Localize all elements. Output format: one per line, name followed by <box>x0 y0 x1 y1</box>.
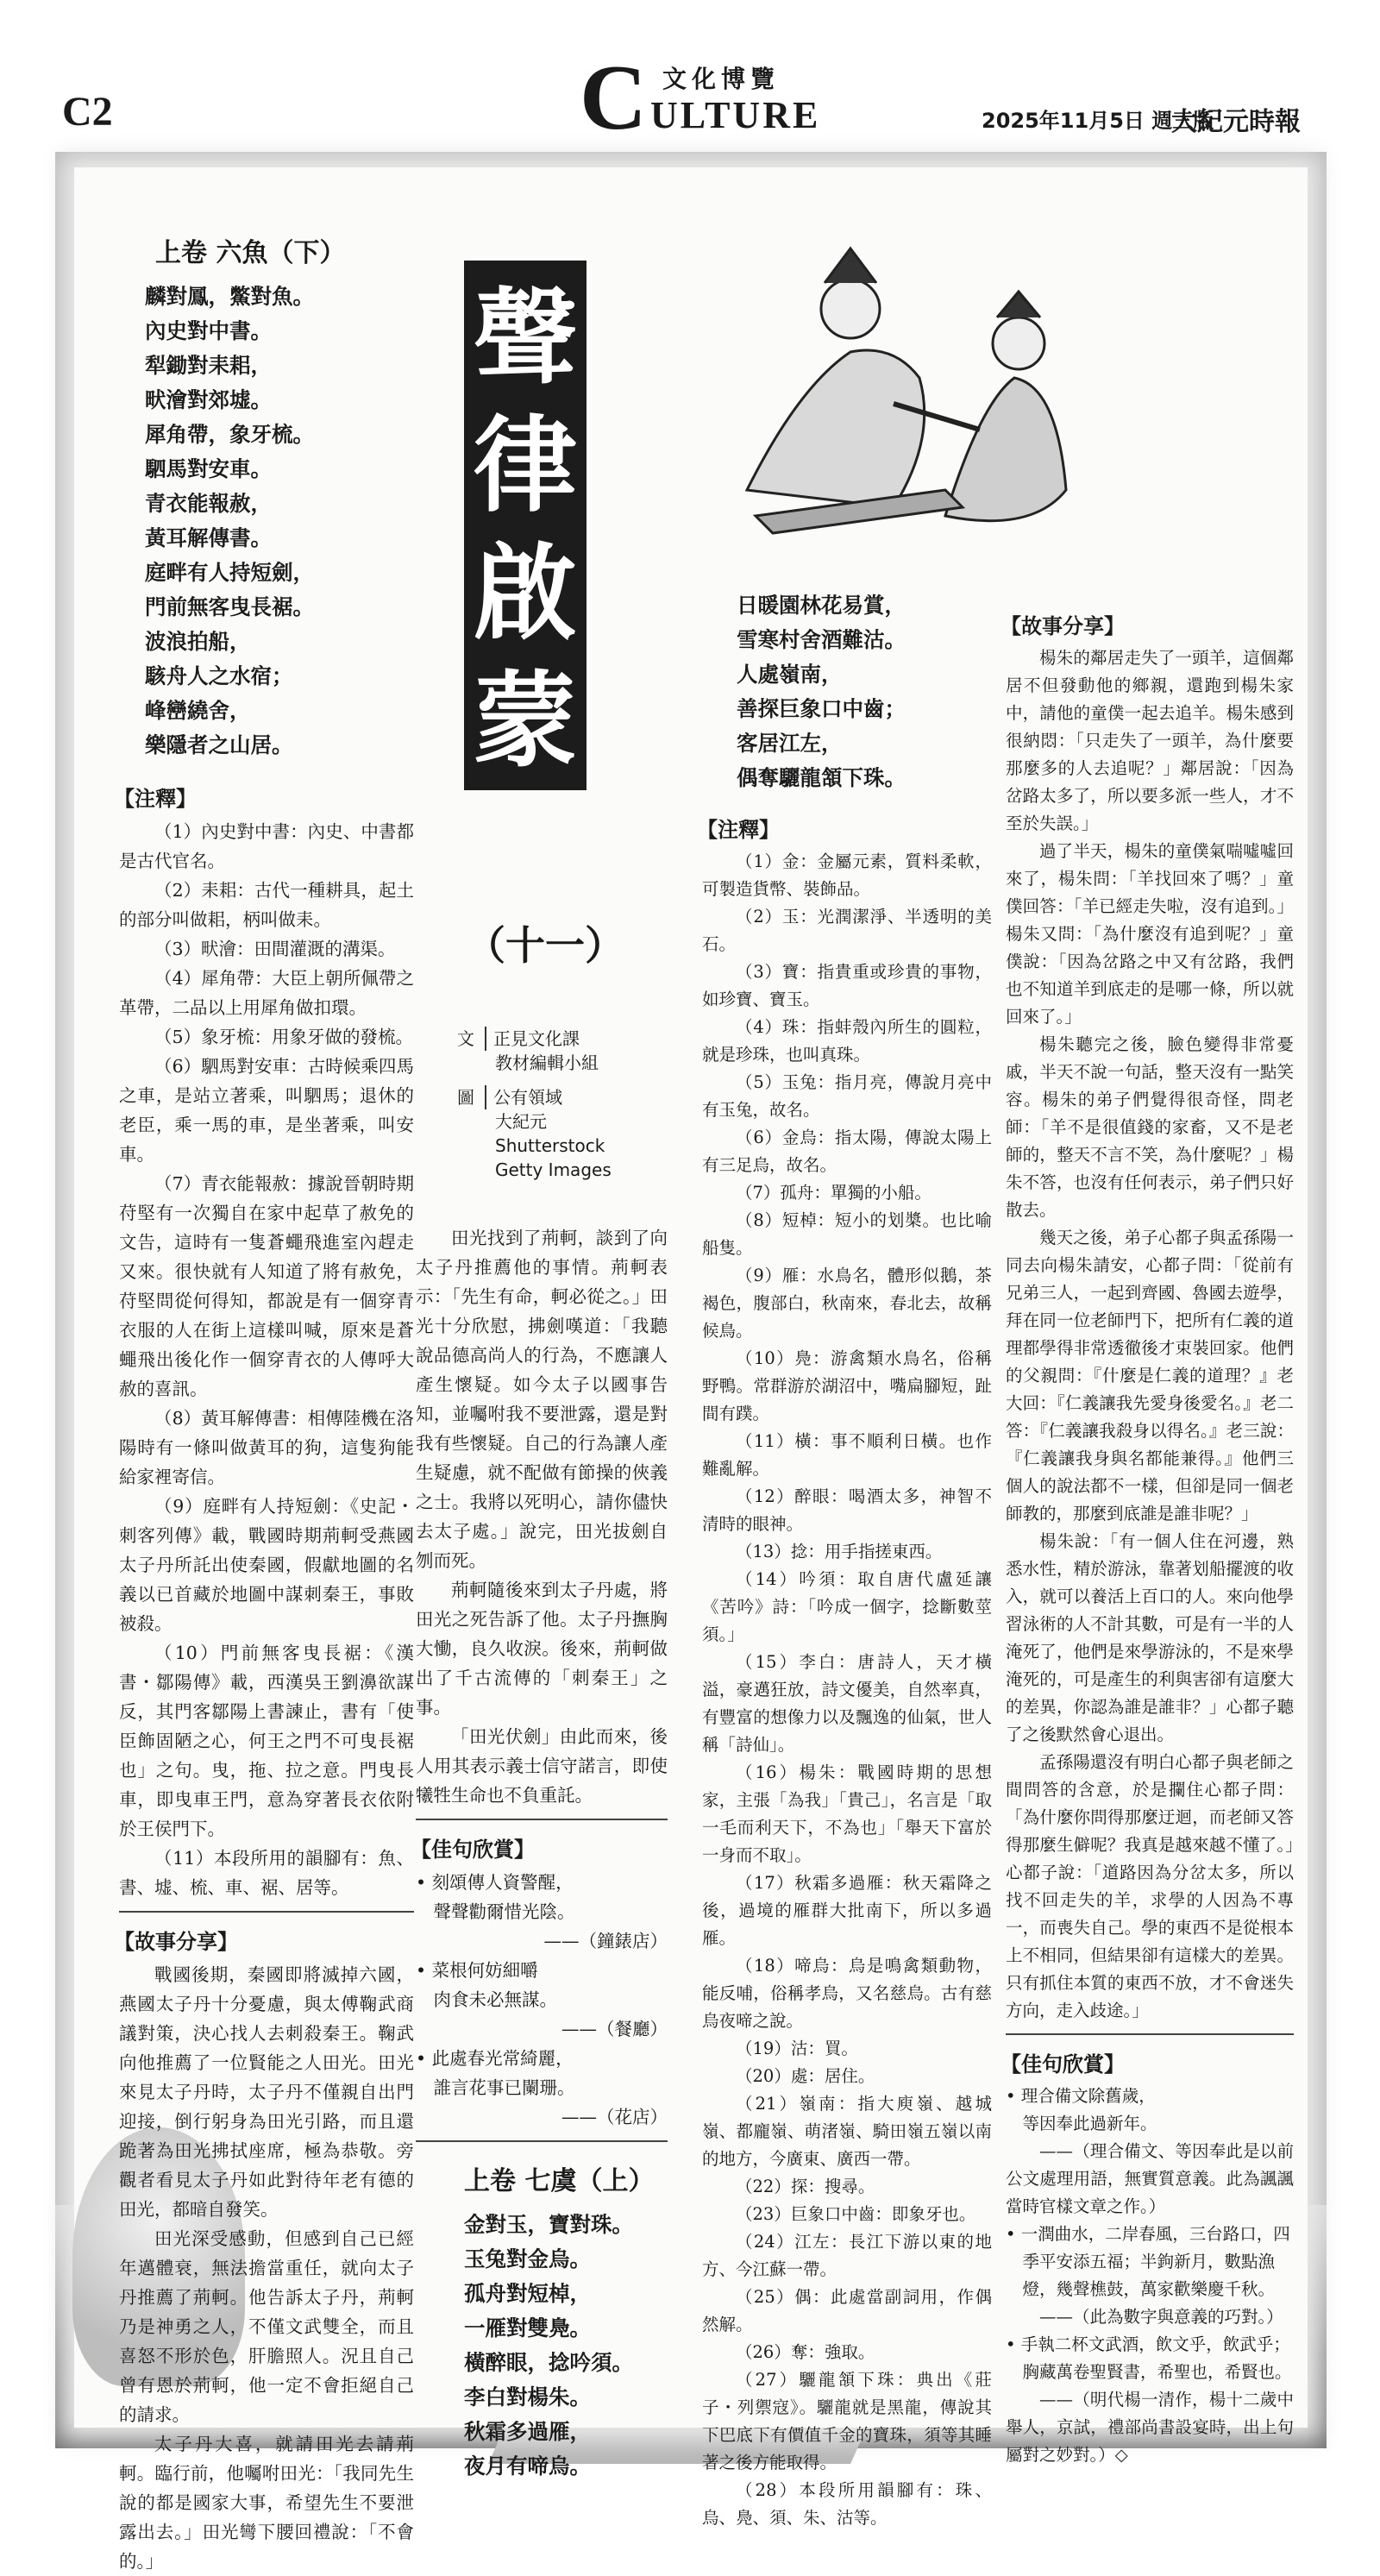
quote-line: 聲聲勸爾惜光陰。 <box>433 1901 575 1922</box>
poem-line: 李白對楊朱。 <box>464 2384 591 2410</box>
seven-quote-heading: 【佳句欣賞】 <box>1000 2052 1125 2077</box>
note-item: （13）捻：用手指搓東西。 <box>736 1542 943 1561</box>
six-story-heading: 【故事分享】 <box>114 1930 238 1954</box>
poem-line: 犀角帶，象牙梳。 <box>145 422 314 447</box>
poem-line: 橫醉眼，捻吟須。 <box>464 2350 633 2375</box>
note-item: （24）江左：長江下游以東的地方、今江蘇一帶。 <box>702 2232 992 2279</box>
credit-image-line: 大紀元 <box>495 1111 547 1132</box>
note-item: （1）金：金屬元素，質料柔軟，可製造貨幣、裝飾品。 <box>702 851 992 899</box>
quote-cite: ——（鐘錶店） <box>543 1931 668 1951</box>
poem-line: 客居江左， <box>737 731 843 756</box>
story-paragraph: 孟孫陽還沒有明白心都子與老師之間問答的含意，於是攔住心都子問：「為什麼你問得那麼迂迴，而老師又答得那麼生僻呢？我真是越來越不懂了。」心都子說：「道路因為分岔太多，所以找不回走失的羊，求學的人因為不專一，而喪失自己。學的東西不是從根本上不相同，但結果卻有這樣大的差異。只有抓住本質的東西不放，才不會迷失方向，走入歧途。」 <box>1006 1752 1294 2020</box>
story-paragraph: 「田光伏劍」由此而來，後人用其表示義士信守諾言，即使犧牲生命也不負重託。 <box>416 1726 668 1806</box>
six-heading: 上卷 六魚（下） <box>155 238 346 268</box>
quote-item: • 一潤曲水，二岸春風，三台路口，四季平安添五福；半鉤新月，數點漁燈，幾聲樵鼓，萬家歡樂慶千秋。 <box>1006 2224 1290 2299</box>
note-item: （10）鳧：游禽類水鳥名，俗稱野鴨。常群游於湖沼中，嘴扁腳短，趾間有蹼。 <box>702 1348 992 1423</box>
story-paragraph: 楊朱聽完之後，臉色變得非常憂戚，半天不說一句話，整天沒有一點笑容。楊朱的弟子們覺得很奇怪，問老師：「羊不是很值錢的家畜，又不是老師的，整天不言不笑，為什麼呢？」楊朱不答，也沒有任何表示，弟子們只好散去。 <box>1006 1034 1294 1220</box>
note-item: （12）醉眼：喝酒太多，神智不清時的眼神。 <box>702 1486 992 1534</box>
note-item: （7）青衣能報赦：據說晉朝時期苻堅有一次獨自在家中起草了赦免的文告，這時有一隻蒼蠅飛進室內趕走又來。很快就有人知道了將有赦免，苻堅問從何得知，都說是有一個穿青衣服的人在街上這樣叫喊，原來是蒼蠅飛出後化作一個穿青衣的人傳呼大赦的喜訊。 <box>119 1173 414 1399</box>
section-name-cn: 文化博覽 <box>662 65 781 93</box>
six-notes-heading: 【注釋】 <box>114 787 197 811</box>
column-2 <box>411 1223 668 2484</box>
six-quote-heading: 【佳句欣賞】 <box>411 1838 535 1862</box>
note-item: （14）吟須：取自唐代盧延讓《苦吟》詩：「吟成一個字，捻斷數莖須。」 <box>702 1569 992 1644</box>
poem-line: 金對玉，寶對珠。 <box>464 2212 633 2237</box>
note-item: （11）本段所用的韻腳有：魚、書、墟、梳、車、裾、居等。 <box>119 1848 414 1898</box>
seven-heading: 上卷 七虞（上） <box>464 2166 655 2196</box>
poem-line: 雪寒村舍酒難沽。 <box>737 627 906 652</box>
credit-image-label: 圖 <box>457 1085 486 1109</box>
poem-line: 善探巨象口中齒； <box>737 696 906 721</box>
story-paragraph: 幾天之後，弟子心都子與孟孫陽一同去向楊朱請安，心都子問：「從前有兄弟三人，一起到齊國、魯國去遊學，拜在同一位老師門下，把所有仁義的道理都學得非常透徹後才束裝回家。他們的父親問：『什麼是仁義的道理？』老大回：『仁義讓我先愛身後愛名。』老二答：『仁義讓我殺身以得名。』老三說：『仁義讓我身與名都能兼得。』他們三個人的說法都不一樣，但卻是同一個老師教的，那麼到底誰是誰非呢？」 <box>1006 1228 1294 1524</box>
note-item: （25）偶：此處當副詞用，作偶然解。 <box>702 2287 992 2334</box>
note-item: （22）探：搜尋。 <box>736 2177 875 2196</box>
credit-image-line: Getty Images <box>495 1159 612 1180</box>
note-item: （9）庭畔有人持短劍：《史記・刺客列傳》載，戰國時期荊軻受燕國太子丹所託出使秦國，假獻地圖的名義以已首藏於地圖中謀刺秦王，事敗被殺。 <box>119 1496 414 1634</box>
story-paragraph: 田光找到了荊軻，談到了向太子丹推薦他的事情。荊軻表示：「先生有命，軻必從之。」田光十分欣慰，拂劍嘆道：「我聽說品德高尚人的行為，不應讓人產生懷疑。如今太子以國事告知，並囑咐我不要泄露，還是對我有些懷疑。自己的行為讓人產生疑慮，就不配做有節操的俠義之士。我將以死明心，請你儘快去太子處。」說完，田光拔劍自刎而死。 <box>416 1228 668 1571</box>
note-item: （17）秋霜多過雁：秋天霜降之後，過境的雁群大批南下，所以多過雁。 <box>702 1873 992 1948</box>
article-title: 聲律啟蒙 <box>464 261 586 790</box>
credit-text-line: 教材編輯小組 <box>495 1052 599 1073</box>
note-item: （16）楊朱：戰國時期的思想家，主張「為我」「貴己」，名言是「取一毛而利天下，不為也」「舉天下富於一身而不取」。 <box>702 1762 992 1865</box>
article-credits <box>457 1027 612 1182</box>
note-item: （18）啼烏：烏是鳴禽類動物，能反哺，俗稱孝烏，又名慈烏。古有慈烏夜啼之說。 <box>702 1956 992 2031</box>
quote-line: 肉食未必無謀。 <box>433 1989 557 2010</box>
credit-image-line: Shutterstock <box>495 1135 605 1156</box>
note-item: （2）耒耜：古代一種耕具，起土的部分叫做耜，柄叫做耒。 <box>119 880 414 930</box>
note-item: （15）李白：唐詩人，天才橫溢，豪邁狂放，詩文優美，自然率真，有豐富的想像力以及飄逸的仙氣，世人稱「詩仙」。 <box>702 1652 992 1755</box>
story-paragraph: 楊朱說：「有一個人住在河邊，熟悉水性，精於游泳，靠著划船擺渡的收入，就可以養活上百口的人。來向他學習泳術的人不計其數，可是有一半的人淹死了，他們是來學游泳的，不是來學淹死的，可是產生的利與害卻有這麼大的差異，你認為誰是誰非？」心都子聽了之後默然會心退出。 <box>1006 1531 1294 1744</box>
poem-line: 麟對鳳，鱉對魚。 <box>145 284 314 309</box>
poem-line: 內史對中書。 <box>145 318 272 343</box>
credit-text-line: 正見文化課 <box>493 1028 580 1049</box>
article-part-number: （十一） <box>466 922 624 969</box>
poem-line: 犁鋤對耒耜， <box>145 353 272 378</box>
note-item: （19）沽：買。 <box>736 2039 858 2058</box>
page-header <box>0 0 1380 149</box>
poem-line: 樂隱者之山居。 <box>145 732 293 757</box>
quote-cite: ——（此為數字與意義的巧對。） <box>1039 2307 1283 2327</box>
issue-date: 2025年11月5日 週三版 <box>982 109 1214 133</box>
poem-line: 日暖園林花易賞， <box>737 593 906 618</box>
note-item: （4）犀角帶：大臣上朝所佩帶之革帶，二品以上用犀角做扣環。 <box>119 968 414 1018</box>
quote-item: • 理合備文除舊歲， <box>1006 2086 1156 2106</box>
note-item: （6）金烏：指太陽，傳說太陽上有三足烏，故名。 <box>702 1128 992 1175</box>
poem-line: 庭畔有人持短劍， <box>145 560 314 585</box>
note-item: （5）玉兔：指月亮，傳說月亮中有玉兔，故名。 <box>702 1072 992 1120</box>
note-item: （6）駟馬對安車：古時候乘四馬之車，是站立著乘，叫駟馬；退休的老臣，乘一馬的車，是坐著乘，叫安車。 <box>119 1056 414 1165</box>
poem-line: 駭舟人之水宿； <box>145 663 293 688</box>
story-paragraph: 過了半天，楊朱的童僕氣喘噓噓回來了，楊朱問：「羊找回來了嗎？」童僕回答：「羊已經走失啦，沒有追到。」楊朱又問：「為什麼沒有追到呢？」童僕說：「因為岔路之中又有岔路，我們也不知道羊到底走的是哪一條，所以就回來了。」 <box>1006 841 1294 1027</box>
story-paragraph: 戰國後期，秦國即將滅掉六國，燕國太子丹十分憂慮，與太傅鞠武商議對策，決心找人去刺殺秦王。鞠武向他推薦了一位賢能之人田光。田光來見太子丹時，太子丹不僅親自出門迎接，倒行躬身為田光引路，而且還跪著為田光拂拭座席，極為恭敬。旁觀者看見太子丹如此對待年老有德的田光，都暗自發笑。 <box>119 1964 414 2220</box>
quote-item: • 手執二杯文武酒，飲文乎，飲武乎；胸藏萬卷聖賢書，希聖也，希賢也。 <box>1006 2334 1292 2382</box>
story-paragraph: 田光深受感動，但感到自己已經年邁體衰，無法擔當重任，就向太子丹推薦了荊軻。他告訴太子丹，荊軻乃是神勇之人，不僅文武雙全，而且喜怒不形於色，肝膽照人。況且自己曾有恩於荊軻，他一定不會拒絕自己的請求。 <box>119 2228 414 2425</box>
page-number: C2 <box>62 89 113 135</box>
poem-line: 夜月有啼烏。 <box>464 2453 591 2479</box>
note-item: （5）象牙梳：用象牙做的發梳。 <box>154 1027 414 1047</box>
credit-text-label: 文 <box>457 1027 486 1051</box>
poem-line: 門前無客曳長裾。 <box>145 594 314 619</box>
story-paragraph: 荊軻隨後來到太子丹處，將田光之死告訴了他。太子丹撫胸大慟，良久收淚。後來，荊軻做出了千古流傳的「刺秦王」之事。 <box>416 1580 668 1718</box>
seven-poem-part1 <box>416 2208 668 2484</box>
newspaper-logo: 大紀元時報 <box>1171 107 1301 137</box>
section-name-en: ULTURE <box>650 94 821 136</box>
note-item: （27）驪龍頷下珠：典出《莊子・列禦寇》。驪龍就是黑龍，傳說其下巴底下有價值千金的寶珠，須等其睡著之後方能取得。 <box>702 2370 992 2472</box>
poem-line: 畎澮對郊墟。 <box>145 387 272 412</box>
six-poem <box>119 280 414 763</box>
seven-story-heading: 【故事分享】 <box>1000 614 1125 638</box>
quote-cite: ——（理合備文、等因奉此是以前公文處理用語，無實質意義。此為諷諷當時官樣文章之作。） <box>1006 2141 1294 2216</box>
quote-item: • 刻頌傳人資警醒， <box>416 1872 574 1893</box>
story-paragraph: 楊朱的鄰居走失了一頭羊，這個鄰居不但發動他的鄉親，還跑到楊朱家中，請他的童僕一起去追羊。楊朱感到很納悶：「只走失了一頭羊，為什麼要那麼多的人去追呢？」鄰居說：「因為岔路太多了，所以要多派一些人，才不至於失誤。」 <box>1006 648 1294 833</box>
poem-line: 玉兔對金烏。 <box>464 2246 591 2271</box>
credit-image-line: 公有領域 <box>493 1087 562 1108</box>
note-item: （8）短棹：短小的划槳。也比喻船隻。 <box>702 1210 992 1258</box>
seven-notes-heading: 【注釋】 <box>697 818 780 842</box>
poem-line: 孤舟對短棹， <box>464 2281 591 2306</box>
quote-line: 等因奉此過新年。 <box>1022 2114 1157 2133</box>
poem-line: 峰巒繞舍， <box>145 698 251 723</box>
note-item: （23）巨象口中齒：即象牙也。 <box>736 2204 976 2224</box>
note-item: （10）門前無客曳長裾：《漢書・鄒陽傳》載，西漢吳王劉濞欲謀反，其門客鄒陽上書諫止，書有「使臣飾固陋之心，何王之門不可曳長裾也」之句。曳，拖、拉之意。門曳長車，即曳車王門，意為穿著長衣依附於王侯門下。 <box>119 1643 414 1839</box>
note-item: （8）黃耳解傳書：相傳陸機在洛陽時有一條叫做黃耳的狗，這隻狗能給家裡寄信。 <box>119 1408 414 1487</box>
note-item: （26）奪：強取。 <box>736 2342 875 2362</box>
column-3 <box>697 588 992 2532</box>
quote-line: 誰言花事已闌珊。 <box>433 2077 575 2098</box>
poem-line: 一雁對雙鳧。 <box>464 2315 591 2340</box>
poem-line: 青衣能報赦， <box>145 491 272 516</box>
quote-cite: ——（明代楊一清作，楊十二歲中舉人，京試，禮部尚書設宴時，出上句屬對之妙對。）◇ <box>1006 2390 1294 2465</box>
note-item: （3）畎澮：田間灌溉的溝渠。 <box>154 939 396 959</box>
poem-line: 黃耳解傳書。 <box>145 525 272 550</box>
note-item: （11）橫：事不順利日橫。也作難亂解。 <box>702 1431 992 1479</box>
poem-line: 駟馬對安車。 <box>145 456 272 481</box>
note-item: （20）處：居住。 <box>736 2066 875 2086</box>
note-item: （4）珠：指蚌殼內所生的圓粒，就是珍珠，也叫真珠。 <box>702 1017 992 1065</box>
quote-cite: ——（花店） <box>561 2107 668 2127</box>
poem-line: 秋霜多過雁， <box>464 2419 591 2444</box>
seven-poem-part2 <box>702 588 992 795</box>
poem-line: 偶奪驪龍頷下珠。 <box>737 765 906 790</box>
note-item: （21）嶺南：指大庾嶺、越城嶺、都龐嶺、萌渚嶺、騎田嶺五嶺以南的地方，今廣東、廣西一帶。 <box>702 2094 992 2169</box>
note-item: （3）寶：指貴重或珍貴的事物，如珍寶、寶玉。 <box>702 962 992 1009</box>
note-item: （28）本段所用韻腳有：珠、烏、鳧、須、朱、沽等。 <box>702 2480 992 2528</box>
quote-item: • 菜根何妨細嚼 <box>416 1960 538 1981</box>
poem-line: 人處嶺南， <box>737 662 843 687</box>
section-logo-letter: C <box>580 47 647 149</box>
quote-cite: ——（餐廳） <box>561 2019 668 2039</box>
column-4 <box>1000 597 1294 2469</box>
note-item: （9）雁：水鳥名，體形似鵝，茶褐色，腹部白，秋南來，春北去，故稱候鳥。 <box>702 1266 992 1341</box>
note-item: （7）孤舟：單獨的小船。 <box>736 1183 932 1203</box>
ancient-scholars-illustration <box>721 231 1095 542</box>
poem-line: 波浪拍船， <box>145 629 251 654</box>
story-paragraph: 太子丹大喜，就請田光去請荊軻。臨行前，他囑咐田光：「我同先生說的都是國家大事，希望先生不要泄露出去。」田光彎下腰回禮說：「不會的。」 <box>119 2434 414 2572</box>
note-item: （1）內史對中書：內史、中書都是古代官名。 <box>119 821 414 871</box>
note-item: （2）玉：光潤潔淨、半透明的美石。 <box>702 907 992 954</box>
quote-item: • 此處春光常綺麗， <box>416 2048 574 2069</box>
column-1 <box>114 226 414 2576</box>
